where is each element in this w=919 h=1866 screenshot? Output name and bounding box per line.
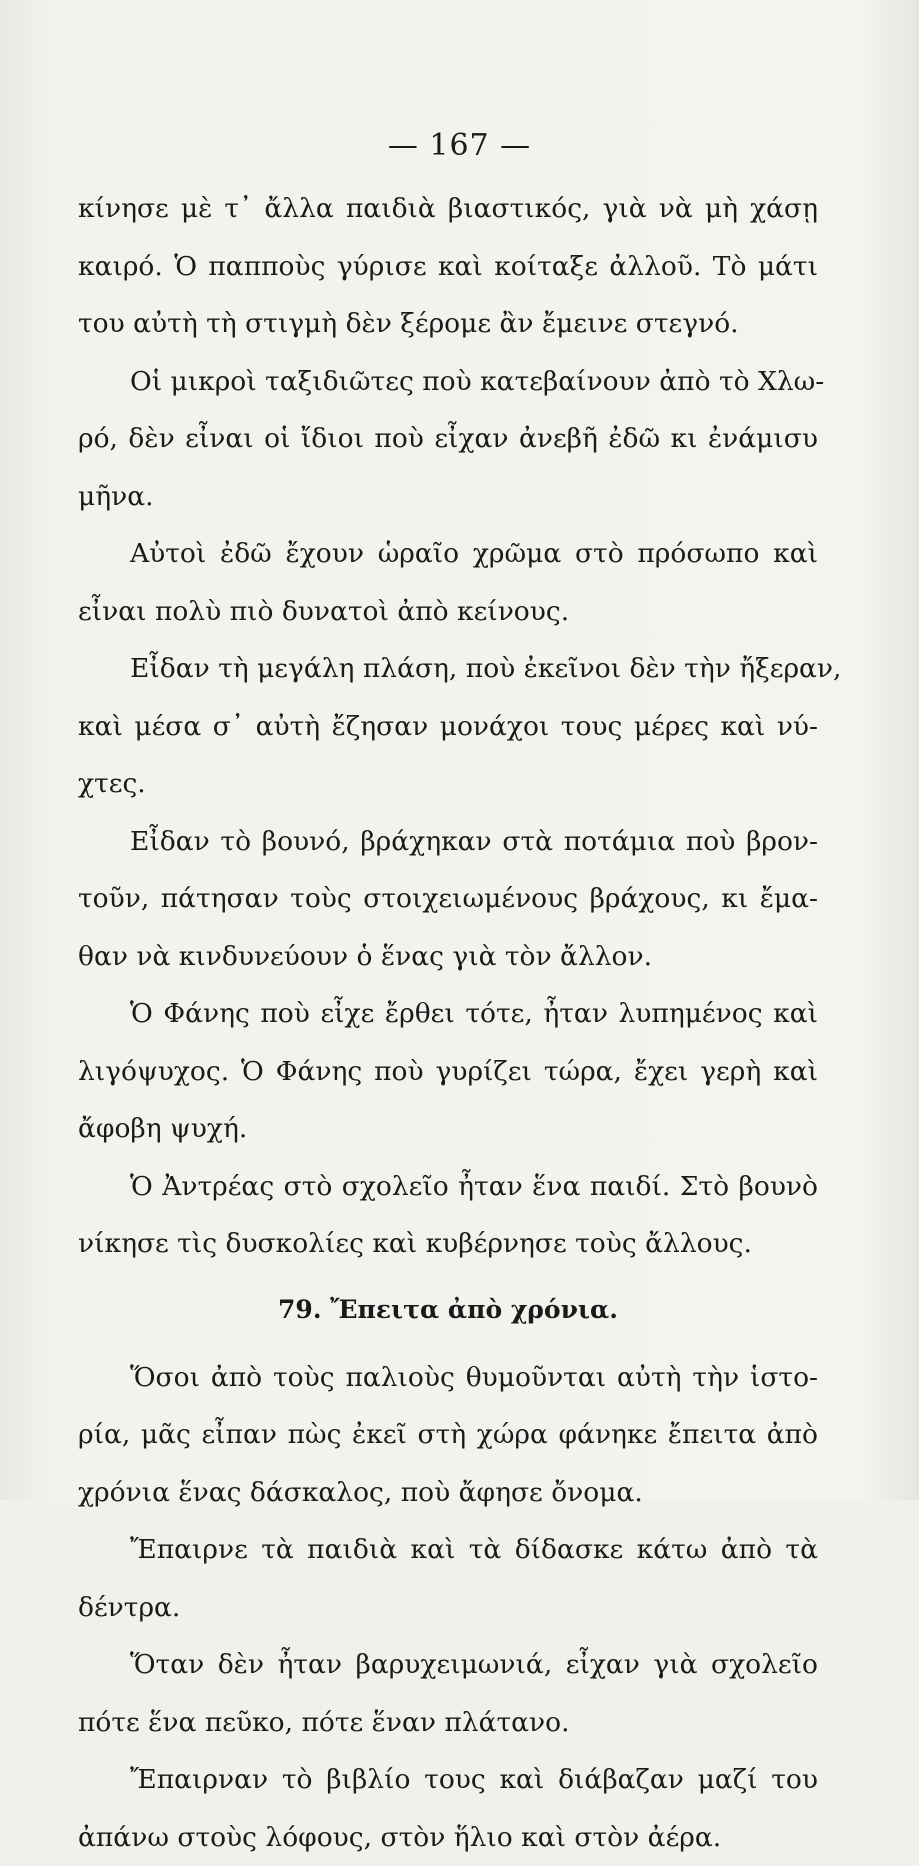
text-line: τοῦν, πάτησαν τοὺς στοιχειωμένους βράχους, κι ἔμα- [78, 870, 818, 928]
text-line: Ὁ Ἀντρέας στὸ σχολεῖο ἦταν ἕνα παιδί. Στὸ βουνὸ [78, 1158, 818, 1216]
text-line: ἀπάνω στοὺς λόφους, στὸν ἥλιο καὶ στὸν ἀέρα. [78, 1809, 818, 1866]
text-line: Ὅσοι ἀπὸ τοὺς παλιοὺς θυμοῦνται αὐτὴ τὴν ἱστο- [78, 1349, 818, 1407]
text-line: Οἱ μικροὶ ταξιδιῶτες ποὺ κατεβαίνουν ἀπὸ τὸ Χλω- [78, 353, 818, 411]
text-line: μῆνα. [78, 468, 818, 526]
text-line: δέντρα. [78, 1579, 818, 1637]
text-line: Εἶδαν τὴ μεγάλη πλάση, ποὺ ἐκεῖνοι δὲν τὴν ἤξεραν, [78, 640, 818, 698]
section-heading: 79. Ἔπειτα ἀπὸ χρόνια. [78, 1279, 818, 1341]
text-line: εἶναι πολὺ πιὸ δυνατοὶ ἀπὸ κείνους. [78, 583, 818, 641]
text-line: πότε ἕνα πεῦκο, πότε ἕναν πλάτανο. [78, 1694, 818, 1752]
text-line: ρία, μᾶς εἶπαν πὼς ἐκεῖ στὴ χώρα φάνηκε ἔπειτα ἀπὸ [78, 1406, 818, 1464]
text-line: ρό, δὲν εἶναι οἱ ἴδιοι ποὺ εἶχαν ἀνεβῆ ἐδῶ κι ἐνάμισυ [78, 410, 818, 468]
page-number: — 167 — [0, 128, 919, 163]
text-line: ἄφοβη ψυχή. [78, 1100, 818, 1158]
text-line: χρόνια ἕνας δάσκαλος, ποὺ ἄφησε ὄνομα. [78, 1464, 818, 1522]
text-block-bottom [78, 1349, 818, 1866]
text-line: νίκησε τὶς δυσκολίες καὶ κυβέρνησε τοὺς ἄλλους. [78, 1215, 818, 1273]
page-body [78, 180, 818, 1866]
text-line: καὶ μέσα σ᾽ αὐτὴ ἔζησαν μονάχοι τους μέρες καὶ νύ- [78, 698, 818, 756]
text-line: καιρό. Ὁ παπποὺς γύρισε καὶ κοίταξε ἀλλοῦ. Τὸ μάτι [78, 238, 818, 296]
text-line: Ὁ Φάνης ποὺ εἶχε ἔρθει τότε, ἦταν λυπημένος καὶ [78, 985, 818, 1043]
text-line: κίνησε μὲ τ᾽ ἄλλα παιδιὰ βιαστικός, γιὰ νὰ μὴ χάσῃ [78, 180, 818, 238]
text-line: χτες. [78, 755, 818, 813]
text-block-top [78, 180, 818, 1273]
text-line: Αὐτοὶ ἐδῶ ἔχουν ὡραῖο χρῶμα στὸ πρόσωπο καὶ [78, 525, 818, 583]
text-line: λιγόψυχος. Ὁ Φάνης ποὺ γυρίζει τώρα, ἔχει γερὴ καὶ [78, 1043, 818, 1101]
text-line: Ἔπαιρναν τὸ βιβλίο τους καὶ διάβαζαν μαζί του [78, 1751, 818, 1809]
text-line: Ἔπαιρνε τὰ παιδιὰ καὶ τὰ δίδασκε κάτω ἀπὸ τὰ [78, 1521, 818, 1579]
text-line: Ὅταν δὲν ἦταν βαρυχειμωνιά, εἶχαν γιὰ σχολεῖο [78, 1636, 818, 1694]
text-line: του αὐτὴ τὴ στιγμὴ δὲν ξέρομε ἂν ἔμεινε στεγνό. [78, 295, 818, 353]
text-line: θαν νὰ κινδυνεύουν ὁ ἕνας γιὰ τὸν ἄλλον. [78, 928, 818, 986]
text-line: Εἶδαν τὸ βουνό, βράχηκαν στὰ ποτάμια ποὺ βρον- [78, 813, 818, 871]
